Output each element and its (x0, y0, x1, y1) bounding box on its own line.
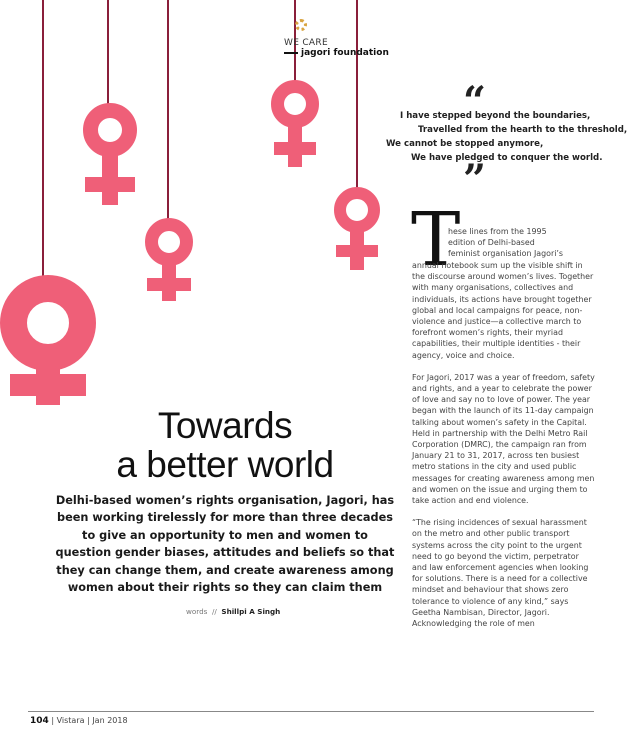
venus-symbol-3 (145, 218, 193, 301)
venus-symbol-2 (83, 103, 137, 205)
byline-separator: // (212, 607, 217, 616)
footer-magazine: Vistara (56, 716, 85, 725)
page-number: 104 (30, 716, 49, 726)
venus-symbol-4 (271, 80, 319, 167)
section-tag: WE CARE (284, 38, 328, 48)
footer-issue: Jan 2018 (92, 716, 128, 725)
quote-line-3: We cannot be stopped anymore, (386, 139, 544, 149)
article-headline (60, 406, 390, 484)
drop-cap: T (411, 197, 461, 283)
close-quote-icon: ” (463, 156, 487, 203)
hanging-string-1 (42, 0, 44, 282)
footer-rule (28, 711, 594, 712)
headline-line-1: Towards (157, 405, 293, 446)
byline-author: Shillpi A Singh (221, 607, 281, 616)
open-quote-icon: “ (463, 78, 487, 125)
para1-line-2: edition of Delhi-based (448, 238, 535, 248)
article-para1-lead (448, 226, 598, 260)
byline-label: words (186, 607, 208, 616)
headline-line-2: a better world (116, 444, 334, 485)
section-flower-icon (295, 19, 307, 31)
para1-line-3: feminist organisation Jagori’s (448, 249, 564, 259)
venus-symbol-5 (334, 187, 380, 270)
article-para3: “The rising incidences of sexual harassment on the metro and other public transport systems across the city point to the urgent need to go beyond the victim, perpetrator and law enforcement agencies when looking for solutions. There is a need for a collective mindset and behaviour that shows zero tolerance to violence of any kind,” says Geetha Nambisan, Director, Jagori. Acknowledging the role of men (412, 518, 589, 629)
section-subtitle (284, 48, 389, 58)
article-deck: Delhi-based women’s rights organisation, Jagori, has been working tirelessly for more than three decades to give an opportunity to men and women to question gender biases, attitudes and beliefs so that they can change them, and create awareness among women about their rights so they can claim them (55, 494, 395, 595)
footer-sep-2: | (87, 716, 90, 725)
footer-sep-1: | (51, 716, 55, 725)
hanging-string-2 (107, 0, 109, 108)
hanging-string-3 (167, 0, 169, 222)
byline (186, 607, 280, 616)
quote-line-4: We have pledged to conquer the world. (411, 153, 603, 163)
para1-line-1: hese lines from the 1995 (448, 227, 547, 236)
article-para1-rest: annual notebook sum up the visible shift in the discourse around women’s lives. Together with many organisations, collectives and individuals, its actions have brought together global and local campaigns for peace, non-violence and justice—a collective march to forefront women’s rights, their myriad capabilities, their multiple identities - their agency, voice and choice. (412, 261, 594, 360)
article-body (412, 260, 596, 640)
quote-line-1: I have stepped beyond the boundaries, (400, 111, 591, 121)
article-para2: For Jagori, 2017 was a year of freedom, safety and rights, and a year to celebrate the power of love and say no to love of power. The year began with the launch of its 11-day campaign talking about women’s safety in the Capital. Held in partnership with the Delhi Metro Rail Corporation (DMRC), the campaign ran from January 21 to 31, 2017, across ten busiest metro stations in the city and used public messages for creating awareness among men and women on the issue and urging them to take action and end violence. (412, 372, 595, 506)
page-footer (30, 716, 128, 726)
hanging-string-5 (356, 0, 358, 190)
venus-symbol-large (0, 275, 96, 405)
quote-line-2: Travelled from the hearth to the threshold, (418, 125, 627, 135)
section-subtitle-text: jagori foundation (301, 48, 389, 58)
